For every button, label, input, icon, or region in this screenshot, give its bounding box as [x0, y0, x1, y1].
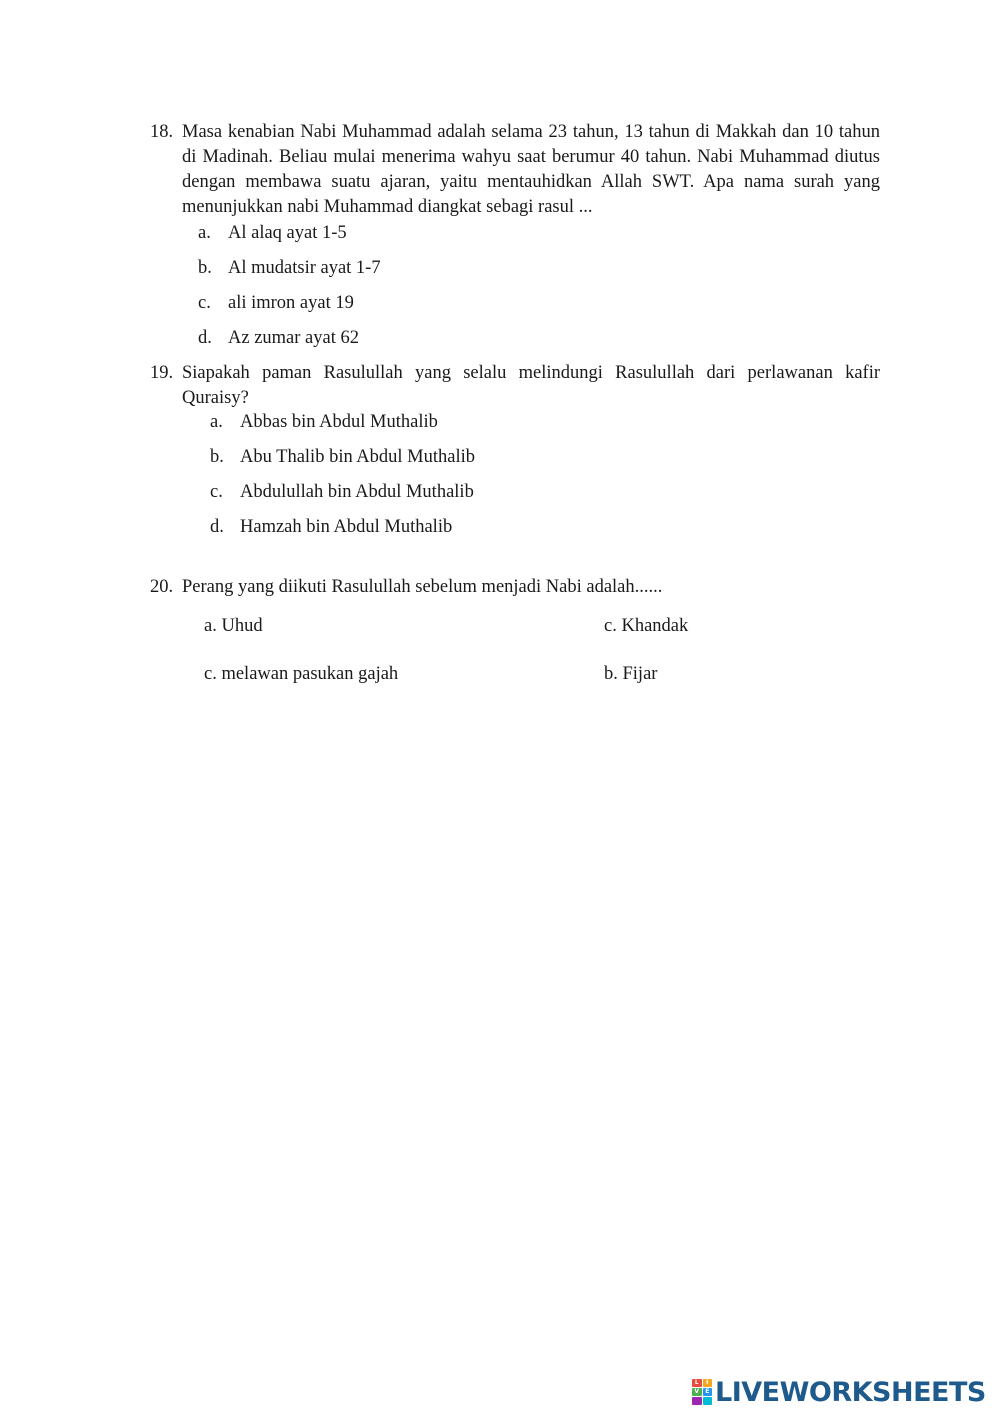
- option-text: Abbas bin Abdul Muthalib: [240, 412, 438, 432]
- option-20-b[interactable]: b. Fijar: [604, 664, 658, 684]
- option-18-b[interactable]: [198, 256, 381, 281]
- option-text: ali imron ayat 19: [228, 293, 354, 313]
- question-number: 20.: [150, 577, 174, 597]
- option-text: Al alaq ayat 1-5: [228, 223, 347, 243]
- logo-block-l: L: [692, 1379, 702, 1387]
- question-number: 18.: [150, 122, 174, 142]
- option-text: Abdulullah bin Abdul Muthalib: [240, 482, 474, 502]
- option-20-c-khandak[interactable]: c. Khandak: [604, 616, 689, 636]
- liveworksheets-logo: [692, 1376, 986, 1408]
- option-text: Abu Thalib bin Abdul Muthalib: [240, 447, 476, 467]
- liveworksheets-logo-icon: [692, 1379, 712, 1405]
- option-letter: a.: [198, 223, 211, 243]
- option-letter: b.: [198, 258, 212, 278]
- option-19-d[interactable]: [210, 515, 452, 540]
- option-letter: c.: [210, 482, 223, 502]
- question-number: 19.: [150, 363, 174, 383]
- question-18: [150, 120, 880, 220]
- option-18-c[interactable]: [198, 291, 354, 316]
- question-text: Masa kenabian Nabi Muhammad adalah selama 23 tahun, 13 tahun di Makkah dan 10 tahun di Madinah. Beliau mulai menerima wahyu saat berumur 40 tahun. Nabi Muhammad diutus dengan membawa suatu ajaran, yaitu mentauhidkan Allah SWT. Apa nama surah yang menunjukkan nabi Muhammad diangkat sebagi rasul ...: [182, 122, 880, 217]
- question-text: Perang yang diikuti Rasulullah sebelum menjadi Nabi adalah......: [182, 577, 663, 597]
- logo-block-e: E: [703, 1388, 713, 1396]
- option-20-c-gajah[interactable]: c. melawan pasukan gajah: [204, 664, 399, 684]
- question-19: [150, 361, 880, 411]
- option-letter: d.: [198, 328, 212, 348]
- option-18-d[interactable]: [198, 326, 359, 351]
- option-18-a[interactable]: [198, 221, 347, 246]
- option-19-c[interactable]: [210, 480, 474, 505]
- logo-block-5: [692, 1397, 702, 1405]
- option-19-a[interactable]: [210, 410, 438, 435]
- option-text: Al mudatsir ayat 1-7: [228, 258, 381, 278]
- logo-block-v: V: [692, 1388, 702, 1396]
- option-letter: c.: [198, 293, 211, 313]
- option-19-b[interactable]: [210, 445, 475, 470]
- question-20: [150, 575, 880, 600]
- option-letter: b.: [210, 447, 224, 467]
- option-text: Az zumar ayat 62: [228, 328, 359, 348]
- logo-block-i: I: [703, 1379, 713, 1387]
- option-20-a[interactable]: a. Uhud: [204, 616, 263, 636]
- option-letter: a.: [210, 412, 223, 432]
- option-text: Hamzah bin Abdul Muthalib: [240, 517, 453, 537]
- logo-text: LIVEWORKSHEETS: [715, 1376, 986, 1408]
- logo-block-6: [703, 1397, 713, 1405]
- option-letter: d.: [210, 517, 224, 537]
- question-text: Siapakah paman Rasulullah yang selalu melindungi Rasulullah dari perlawanan kafir Quraisy?: [182, 363, 880, 408]
